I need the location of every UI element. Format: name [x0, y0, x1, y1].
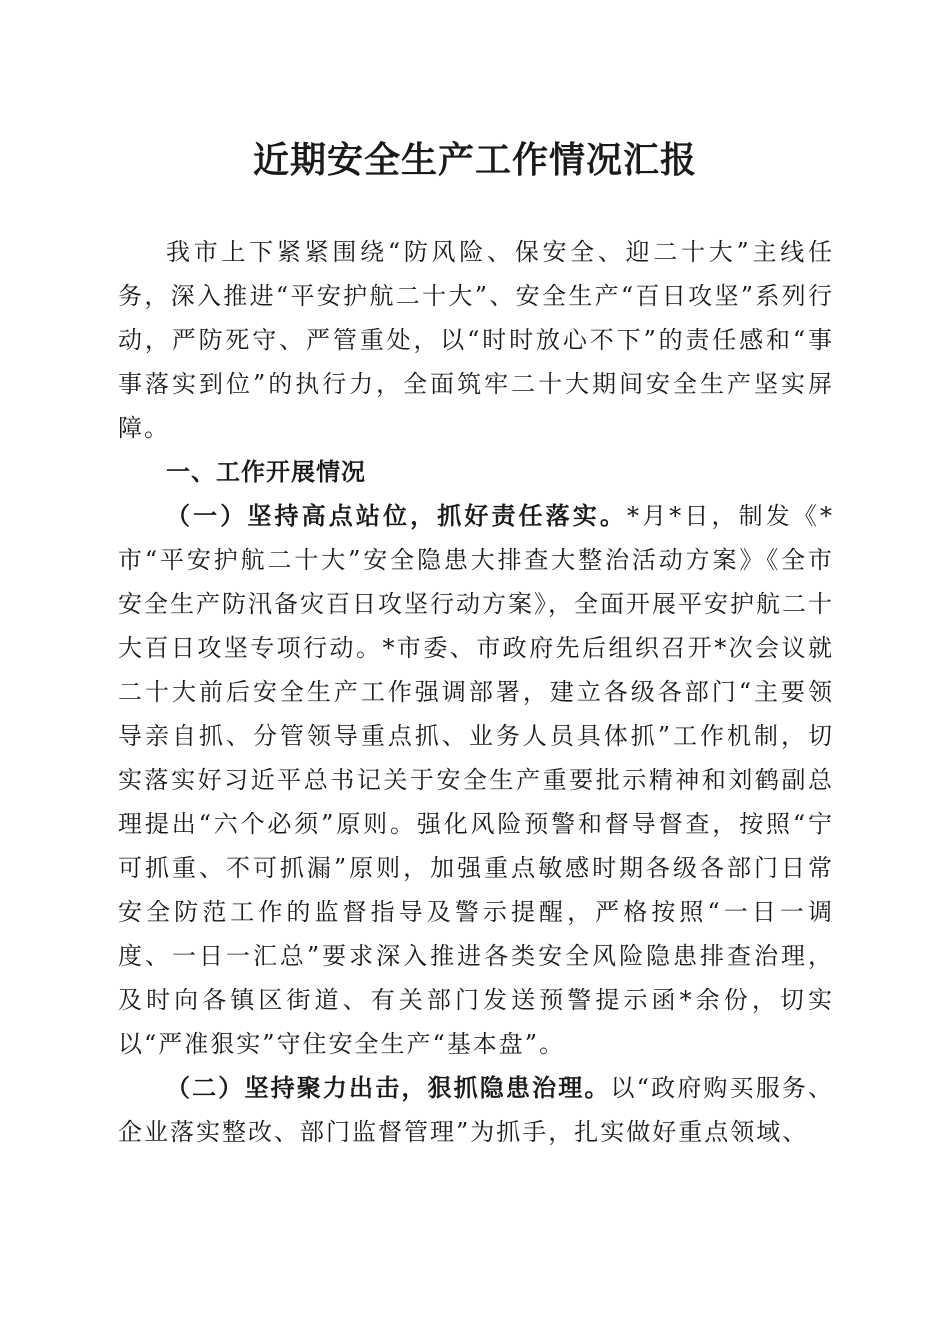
subsection-text: *月*日，制发《*市“平安护航二十大”安全隐患大排查大整治活动方案》《全市安全生产防汛备灾百日攻坚行动方案》，全面开展平安护航二十大百日攻坚专项行动。*市委、市政府先后组织召开*次会议就二十大前后安全生产工作强调部署，建立各级各部门“主要领导亲自抓、分管领导重点抓、业务人员具体抓”工作机制，切实落实好习近平总书记关于安全生产重要批示精神和刘鹤副总理提出“六个必须”原则。强化风险预警和督导督查，按照“宁可抓重、不可抓漏”原则，加强重点敏感时期各级各部门日常安全防范工作的监督指导及警示提醒，严格按照“一日一调度、一日一汇总”要求深入推进各类安全风险隐患排查治理，及时向各镇区街道、有关部门发送预警提示函*余份，切实以“严准狠实”守住安全生产“基本盘”。: [118, 502, 835, 1058]
section-paragraph-2: [118, 1066, 834, 1154]
section-heading: 一、工作开展情况: [166, 458, 366, 486]
intro-paragraph: 我市上下紧紧围绕“防风险、保安全、迎二十大”主线任务，深入推进“平安护航二十大”、安全生产“百日攻坚”系列行动，严防死守、严管重处，以“时时放心不下”的责任感和“事事落实到位”的执行力，全面筑牢二十大期间安全生产坚实屏障。: [118, 238, 834, 442]
subsection-text: 以“政府购买服务、企业落实整改、部门监督管理”为抓手，扎实做好重点领域、: [118, 1074, 834, 1146]
subsection-lead: （二）坚持聚力出击，狠抓隐患治理。: [166, 1073, 611, 1102]
subsection-lead: （一）坚持高点站位，抓好责任落实。: [166, 501, 628, 530]
page-title: 近期安全生产工作情况汇报: [252, 139, 697, 181]
document-body: [118, 230, 834, 1154]
section-paragraph-1: [118, 494, 834, 1066]
